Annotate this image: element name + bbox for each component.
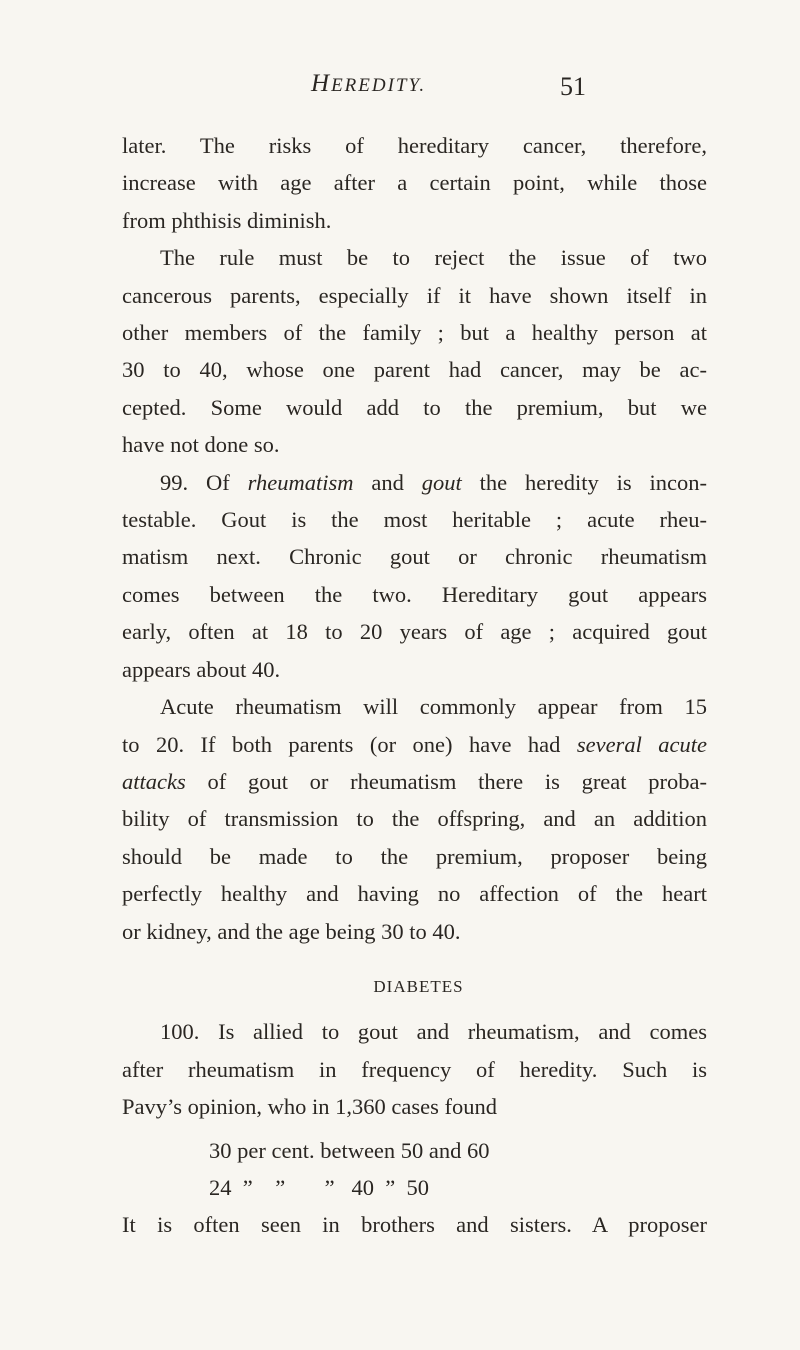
text-line: appears about 40. [122, 656, 281, 682]
text-line: have not done so. [122, 432, 280, 458]
text-line: 100. Is allied to gout and rheumatism, and comes [160, 1019, 707, 1045]
page-header [0, 70, 800, 110]
text-line: matism next. Chronic gout or chronic rheumatism [122, 544, 707, 570]
text-line: early, often at 18 to 20 years of age ; acquired gout [122, 619, 707, 645]
text-line: from phthisis diminish. [122, 207, 332, 233]
section-99-first-line [122, 464, 707, 501]
italic-word-attacks: attacks [122, 768, 186, 794]
statistics-row: 24 ” ” ” 40 ” 50 [209, 1174, 429, 1200]
text-run: and [353, 469, 422, 495]
running-title-initial: H [311, 70, 332, 97]
text-run: to 20. If both parents (or one) have had [122, 731, 577, 757]
italic-phrase-several-acute: several acute [576, 731, 707, 757]
text-line: other members of the family ; but a healthy person at [122, 320, 707, 346]
text-line: testable. Gout is the most heritable ; acute rheu- [122, 507, 707, 533]
body-text [122, 127, 707, 1244]
text-line: cancerous parents, especially if it have shown itself in [122, 282, 707, 308]
text-line-with-italic [122, 763, 707, 800]
italic-term-rheumatism: rheumatism [247, 469, 354, 495]
text-line-with-italic [122, 726, 707, 763]
text-line: cepted. Some would add to the premium, but we [122, 394, 707, 420]
text-line: Acute rheumatism will commonly appear from 15 [160, 694, 707, 720]
text-run: the heredity is incon- [461, 469, 707, 495]
text-line: bility of transmission to the offspring, and an addition [122, 806, 707, 832]
text-line: later. The risks of hereditary cancer, therefore, [122, 133, 707, 158]
running-title [311, 70, 426, 98]
text-line: It is often seen in brothers and sisters. A proposer [122, 1212, 707, 1238]
text-line: The rule must be to reject the issue of two [160, 245, 707, 271]
text-line: comes between the two. Hereditary gout appears [122, 581, 707, 607]
text-run: of gout or rheumatism there is great proba- [185, 768, 707, 794]
section-heading: DIABETES [373, 976, 464, 996]
text-run: 99. Of [160, 469, 248, 495]
text-line: 30 to 40, whose one parent had cancer, may be ac- [122, 357, 707, 383]
italic-term-gout: gout [421, 469, 462, 495]
text-line: perfectly healthy and having no affection of the heart [122, 881, 707, 907]
text-line: after rheumatism in frequency of heredity. Such is [122, 1056, 707, 1082]
text-line: increase with age after a certain point, while those [122, 170, 707, 196]
statistics-row: 30 per cent. between 50 and 60 [209, 1137, 490, 1163]
text-line: or kidney, and the age being 30 to 40. [122, 918, 461, 944]
text-line: should be made to the premium, proposer being [122, 843, 707, 869]
text-line: Pavy’s opinion, who in 1,360 cases found [122, 1094, 497, 1120]
page-number: 51 [560, 72, 586, 101]
running-title-rest: EREDITY. [331, 75, 427, 96]
